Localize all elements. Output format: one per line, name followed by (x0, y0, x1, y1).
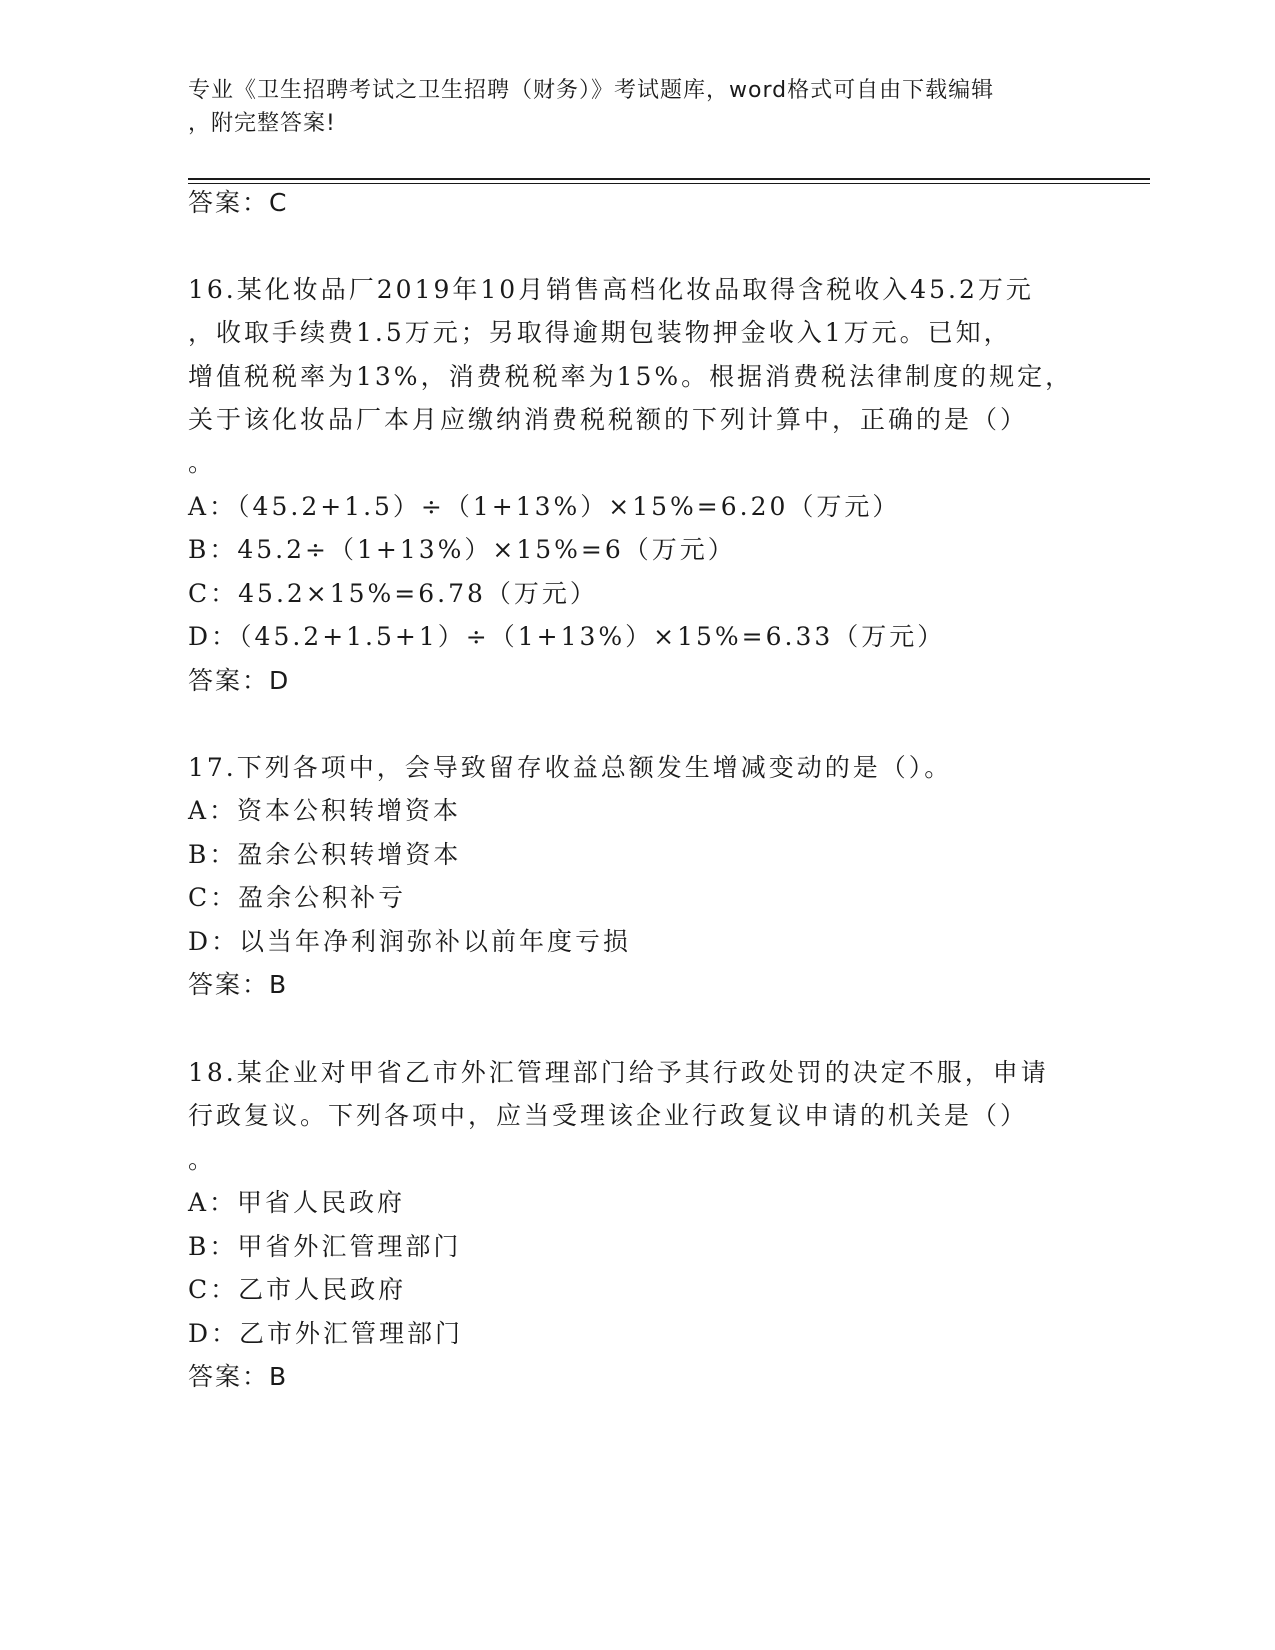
option-b: B：甲省外汇管理部门 (188, 1232, 462, 1261)
header-line: 专业《卫生招聘考试之卫生招聘（财务）》考试题库，word格式可自由下载编辑 (188, 78, 995, 103)
question-text-line: 行政复议。下列各项中，应当受理该企业行政复议申请的机关是（） (188, 1101, 1029, 1130)
question-text-line: ，收取手续费1.5万元；另取得逾期包装物押金收入1万元。已知， (188, 318, 1012, 347)
option-a: A：甲省人民政府 (188, 1188, 406, 1217)
question-text-line: 18.某企业对甲省乙市外汇管理部门给予其行政处罚的决定不服，申请 (188, 1058, 1049, 1087)
option-a: A：（45.2+1.5）÷（1+13%）×15%=6.20（万元） (188, 492, 901, 521)
question-text-line: 关于该化妆品厂本月应缴纳消费税税额的下列计算中，正确的是（） (188, 405, 1029, 434)
answer-line: 答案：B (188, 970, 289, 999)
option-b: B：盈余公积转增资本 (188, 840, 462, 869)
header-divider (188, 178, 1150, 180)
answer-line: 答案：B (188, 1362, 289, 1391)
question-text-line: 17.下列各项中，会导致留存收益总额发生增减变动的是（）。 (188, 753, 953, 782)
option-d: D：（45.2+1.5+1）÷（1+13%）×15%=6.33（万元） (188, 622, 946, 651)
question-text-line: 。 (188, 448, 217, 477)
option-d: D：以当年净利润弥补以前年度亏损 (188, 927, 632, 956)
option-d: D：乙市外汇管理部门 (188, 1319, 464, 1348)
option-c: C：盈余公积补亏 (188, 883, 407, 912)
question-text-line: 增值税税率为13%，消费税税率为15%。根据消费税法律制度的规定， (188, 362, 1074, 391)
answer-line: 答案：C (188, 188, 289, 217)
option-c: C：乙市人民政府 (188, 1275, 407, 1304)
question-text-line: 。 (188, 1145, 217, 1174)
header-divider-thin (188, 183, 1150, 184)
page-header (188, 74, 1068, 140)
option-a: A：资本公积转增资本 (188, 796, 462, 825)
option-b: B：45.2÷（1+13%）×15%=6（万元） (188, 535, 736, 564)
header-line: ，附完整答案! (188, 111, 336, 136)
answer-line: 答案：D (188, 666, 291, 695)
option-c: C：45.2×15%=6.78（万元） (188, 579, 598, 608)
question-text-line: 16.某化妆品厂2019年10月销售高档化妆品取得含税收入45.2万元 (188, 275, 1034, 304)
